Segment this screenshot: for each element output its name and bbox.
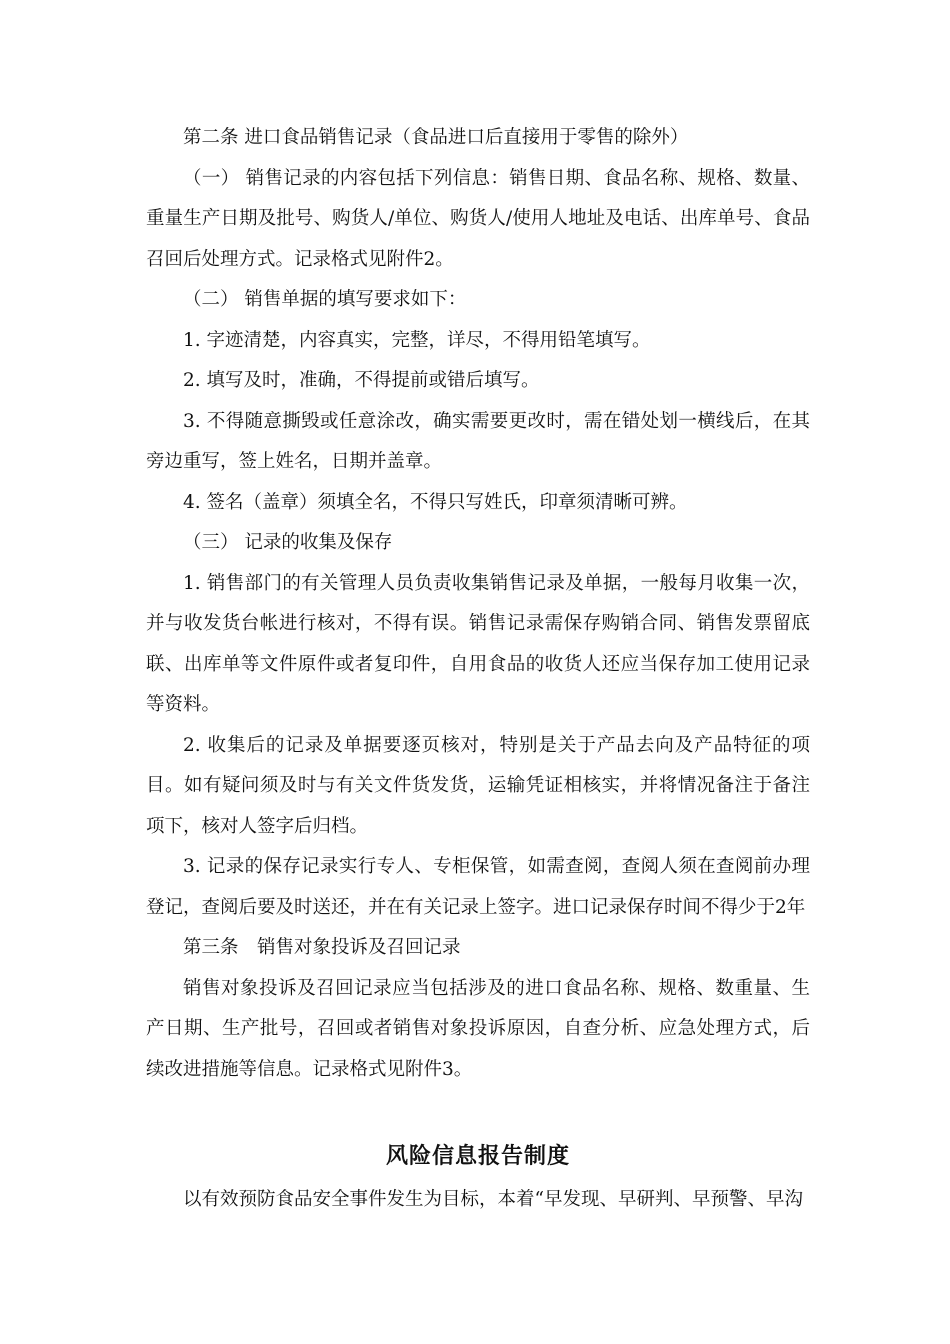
article-2-heading: 第二条 进口食品销售记录（食品进口后直接用于零售的除外）: [183, 127, 689, 148]
complaint-recall-paragraph: 销售对象投诉及召回记录应当包括涉及的进口食品名称、规格、数重量、生产日期、生产批号，召回或者销售对象投诉原因，自查分析、应急处理方式，后续改进措施等信息。记录格式见附件3。: [146, 977, 810, 1080]
sales-record-content-paragraph: （一） 销售记录的内容包括下列信息：销售日期、食品名称、规格、数量、重量生产日期及批号、购货人/单位、购货人/使用人地址及电话、出库单号、食品召回后处理方式。记录格式见附件2。: [146, 167, 810, 270]
requirement-item-2: 2. 填写及时，准确，不得提前或错后填写。: [183, 370, 540, 391]
section-spacer: [146, 1090, 810, 1130]
collection-item-1: 1. 销售部门的有关管理人员负责收集销售记录及单据，一般每月收集一次，并与收发货台帐进行核对，不得有误。销售记录需保存购销合同、销售发票留底联、出库单等文件原件或者复印件，自用食品的收货人还应当保存加工使用记录等资料。: [146, 572, 810, 715]
article-3-heading: 第三条 销售对象投诉及召回记录: [183, 937, 461, 958]
requirement-item-3: 3. 不得随意撕毁或任意涂改，确实需要更改时，需在错处划一横线后，在其旁边重写，签上姓名，日期并盖章。: [146, 410, 810, 472]
requirement-item-1: 1. 字迹清楚，内容真实，完整，详尽，不得用铅笔填写。: [183, 329, 651, 351]
document-page: [146, 118, 810, 1221]
section-title: 风险信息报告制度: [385, 1143, 570, 1169]
collection-item-3: 3. 记录的保存记录实行专人、专柜保管，如需查阅，查阅人须在查阅前办理登记，查阅后要及时送还，并在有关记录上签字。进口记录保存时间不得少于2年: [146, 856, 810, 918]
sales-document-requirements-heading: （二） 销售单据的填写要求如下：: [183, 289, 467, 310]
requirement-item-4: 4. 签名（盖章）须填全名，不得只写姓氏，印章须清晰可辨。: [183, 491, 688, 513]
collection-item-2: 2. 收集后的记录及单据要逐页核对，特别是关于产品去向及产品特征的项目。如有疑问须及时与有关文件货发货，运输凭证相核实，并将情况备注于备注项下，核对人签字后归档。: [146, 734, 810, 837]
risk-report-intro-paragraph: 以有效预防食品安全事件发生为目标，本着“早发现、早研判、早预警、早沟: [183, 1189, 803, 1210]
record-collection-heading: （三） 记录的收集及保存: [183, 532, 393, 553]
